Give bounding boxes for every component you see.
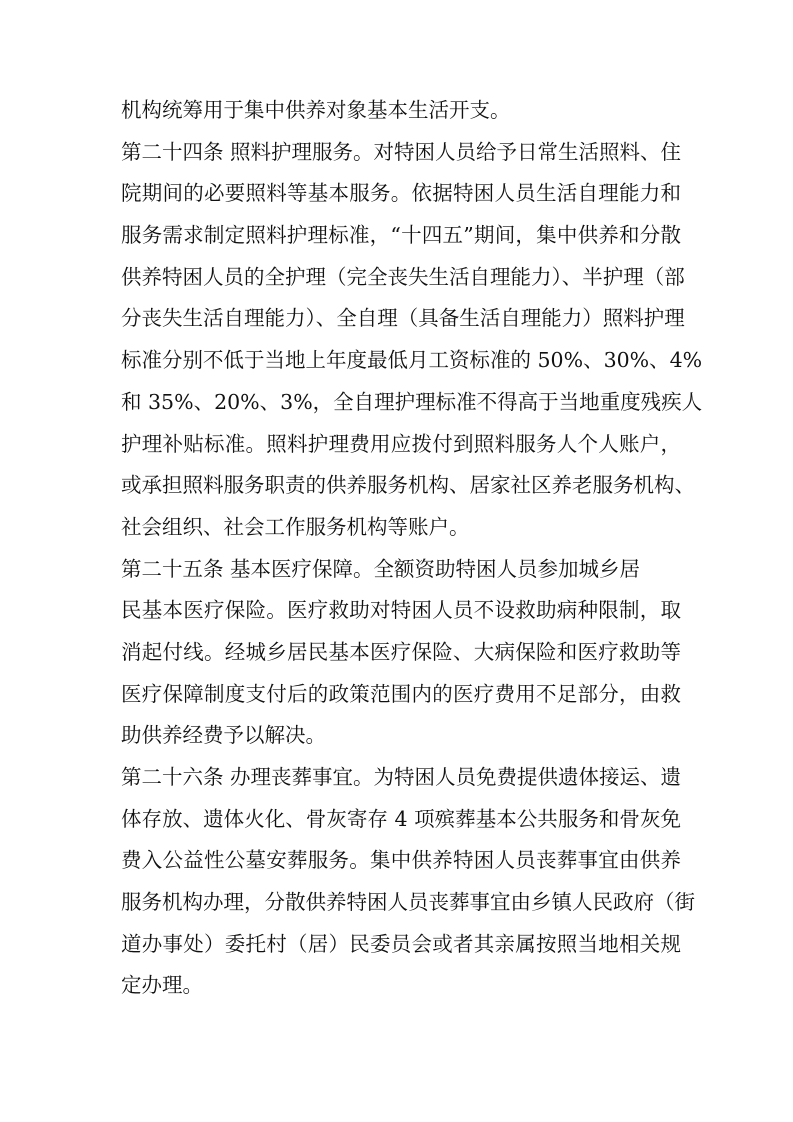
text-line: 机构统筹用于集中供养对象基本生活开支。 bbox=[121, 98, 511, 122]
text-line: 分丧失生活自理能力）、全自理（具备生活自理能力）照料护理 bbox=[121, 306, 685, 331]
text-line: 助供养经费予以解决。 bbox=[121, 723, 326, 748]
text-line: 供养特困人员的全护理（完全丧失生活自理能力）、半护理（部 bbox=[121, 264, 685, 289]
text-line: 体存放、遗体火化、骨灰寄存 4 项殡葬基本公共服务和骨灰免 bbox=[121, 806, 681, 831]
text-line: 消起付线。经城乡居民基本医疗保险、大病保险和医疗救助等 bbox=[121, 639, 681, 664]
text-line: 定办理。 bbox=[121, 973, 203, 998]
text-line: 院期间的必要照料等基本服务。依据特困人员生活自理能力和 bbox=[121, 181, 681, 206]
text-line: 或承担照料服务职责的供养服务机构、居家社区养老服务机构、 bbox=[121, 473, 695, 498]
text-line: 费入公益性公墓安葬服务。集中供养特困人员丧葬事宜由供养 bbox=[121, 848, 681, 873]
text-line: 和 35%、20%、3%，全自理护理标准不得高于当地重度残疾人 bbox=[121, 389, 703, 414]
text-line: 社会组织、社会工作服务机构等账户。 bbox=[121, 514, 470, 539]
text-line: 护理补贴标准。照料护理费用应拨付到照料服务人个人账户， bbox=[121, 431, 681, 456]
article-24-heading-line: 第二十四条 照料护理服务。对特困人员给予日常生活照料、住 bbox=[121, 139, 682, 164]
article-26-heading-line: 第二十六条 办理丧葬事宜。为特困人员免费提供遗体接运、遗 bbox=[121, 765, 682, 789]
body-text bbox=[121, 90, 703, 1007]
text-line: 道办事处）委托村（居）民委员会或者其亲属按照当地相关规 bbox=[121, 931, 681, 956]
text-line: 服务需求制定照料护理标准，“十四五”期间，集中供养和分散 bbox=[121, 223, 681, 248]
text-line: 服务机构办理，分散供养特困人员丧葬事宜由乡镇人民政府（街 bbox=[121, 890, 695, 915]
text-line: 民基本医疗保险。医疗救助对特困人员不设救助病种限制，取 bbox=[121, 598, 681, 623]
text-line: 医疗保障制度支付后的政策范围内的医疗费用不足部分，由救 bbox=[121, 681, 681, 706]
text-line: 标准分别不低于当地上年度最低月工资标准的 50%、30%、4% bbox=[121, 348, 703, 373]
article-25-heading-line: 第二十五条 基本医疗保障。全额资助特困人员参加城乡居 bbox=[121, 556, 641, 581]
